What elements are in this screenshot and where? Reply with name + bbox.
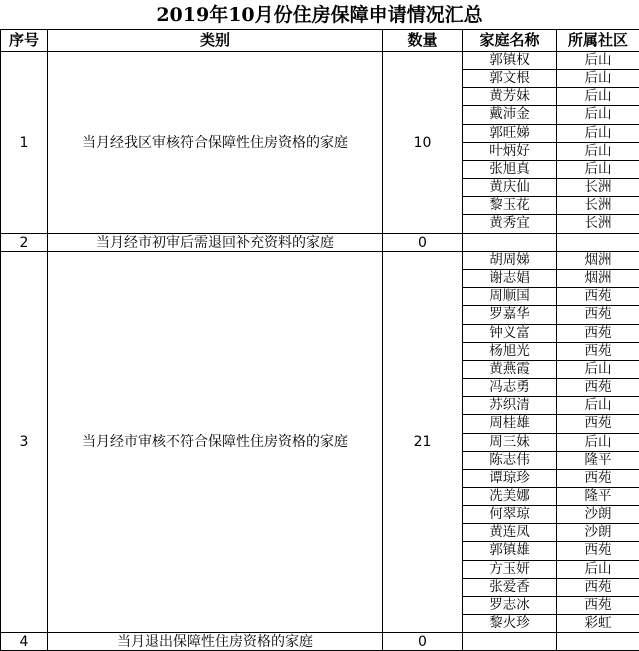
family-name-cell: 周桂雄 xyxy=(462,414,557,434)
community-cell: 后山 xyxy=(556,160,639,179)
community-cell: 西苑 xyxy=(556,287,639,306)
sheet-title: 2019年10月份住房保障申请情况汇总 xyxy=(156,4,483,26)
family-name-cell: 叶炳好 xyxy=(462,142,557,161)
family-name-cell: 冼美娜 xyxy=(462,487,557,506)
header-community: 所属社区 xyxy=(556,29,639,52)
family-name-cell: 郭旺娣 xyxy=(462,124,557,143)
community-cell: 西苑 xyxy=(556,578,639,597)
family-name-cell: 谭琼珍 xyxy=(462,469,557,488)
family-name-cell: 罗嘉华 xyxy=(462,305,557,325)
community-cell: 长洲 xyxy=(556,196,639,215)
family-name-cell: 罗志冰 xyxy=(462,596,557,615)
community-cell: 后山 xyxy=(556,360,639,379)
family-name-cell: 冯志勇 xyxy=(462,378,557,397)
header-name: 家庭名称 xyxy=(462,29,557,52)
community-cell: 彩虹 xyxy=(556,614,639,633)
group-category-cell: 当月退出保障性住房资格的家庭 xyxy=(47,632,383,651)
community-cell: 烟洲 xyxy=(556,269,639,288)
header-category: 类别 xyxy=(47,29,383,52)
community-cell: 烟洲 xyxy=(556,251,639,270)
group-count-cell: 0 xyxy=(382,632,463,651)
community-cell: 西苑 xyxy=(556,414,639,434)
family-name-cell xyxy=(462,233,557,252)
family-name-cell: 胡周娣 xyxy=(462,251,557,270)
family-name-cell: 周顺国 xyxy=(462,287,557,306)
family-name-cell: 戴沛金 xyxy=(462,105,557,125)
family-name-cell: 黎玉花 xyxy=(462,196,557,215)
group-count-cell: 10 xyxy=(382,51,463,234)
community-cell: 沙朗 xyxy=(556,505,639,524)
community-cell: 西苑 xyxy=(556,324,639,343)
group-seq-cell: 4 xyxy=(0,632,48,651)
family-name-cell: 黄芳妹 xyxy=(462,87,557,106)
community-cell: 后山 xyxy=(556,560,639,579)
family-name-cell: 张爱香 xyxy=(462,578,557,597)
family-name-cell: 陈志伟 xyxy=(462,451,557,470)
group-seq-cell: 1 xyxy=(0,51,48,234)
family-name-cell: 郭文根 xyxy=(462,69,557,88)
family-name-cell: 黄庆仙 xyxy=(462,178,557,197)
group-category-cell: 当月经市审核不符合保障性住房资格的家庭 xyxy=(47,251,383,633)
group-seq-cell: 2 xyxy=(0,233,48,252)
family-name-cell: 黄秀宜 xyxy=(462,214,557,234)
community-cell: 西苑 xyxy=(556,305,639,325)
community-cell: 后山 xyxy=(556,87,639,106)
family-name-cell xyxy=(462,632,557,651)
family-name-cell: 苏织清 xyxy=(462,396,557,415)
community-cell: 后山 xyxy=(556,142,639,161)
family-name-cell: 谢志娼 xyxy=(462,269,557,288)
community-cell: 后山 xyxy=(556,124,639,143)
community-cell: 隆平 xyxy=(556,451,639,470)
community-cell: 长洲 xyxy=(556,214,639,234)
community-cell: 西苑 xyxy=(556,378,639,397)
community-cell: 西苑 xyxy=(556,596,639,615)
family-name-cell: 何翠琼 xyxy=(462,505,557,524)
family-name-cell: 杨旭光 xyxy=(462,342,557,361)
family-name-cell: 黎火珍 xyxy=(462,614,557,633)
community-cell: 西苑 xyxy=(556,342,639,361)
community-cell xyxy=(556,632,639,651)
community-cell xyxy=(556,233,639,252)
community-cell: 后山 xyxy=(556,433,639,452)
family-name-cell: 方玉妍 xyxy=(462,560,557,579)
community-cell: 后山 xyxy=(556,105,639,125)
family-name-cell: 黄连凤 xyxy=(462,523,557,542)
community-cell: 长洲 xyxy=(556,178,639,197)
community-cell: 沙朗 xyxy=(556,523,639,542)
community-cell: 西苑 xyxy=(556,541,639,561)
header-count: 数量 xyxy=(382,29,463,52)
group-category-cell: 当月经市初审后需退回补充资料的家庭 xyxy=(47,233,383,252)
community-cell: 后山 xyxy=(556,396,639,415)
family-name-cell: 黄燕霞 xyxy=(462,360,557,379)
group-seq-cell: 3 xyxy=(0,251,48,633)
family-name-cell: 郭镇权 xyxy=(462,51,557,70)
group-count-cell: 0 xyxy=(382,233,463,252)
community-cell: 西苑 xyxy=(556,469,639,488)
header-seq: 序号 xyxy=(0,29,48,52)
family-name-cell: 张旭真 xyxy=(462,160,557,179)
family-name-cell: 郭镇雄 xyxy=(462,541,557,561)
family-name-cell: 周三妹 xyxy=(462,433,557,452)
community-cell: 后山 xyxy=(556,69,639,88)
community-cell: 隆平 xyxy=(556,487,639,506)
group-category-cell: 当月经我区审核符合保障性住房资格的家庭 xyxy=(47,51,383,234)
group-count-cell: 21 xyxy=(382,251,463,633)
family-name-cell: 钟义富 xyxy=(462,324,557,343)
community-cell: 后山 xyxy=(556,51,639,70)
